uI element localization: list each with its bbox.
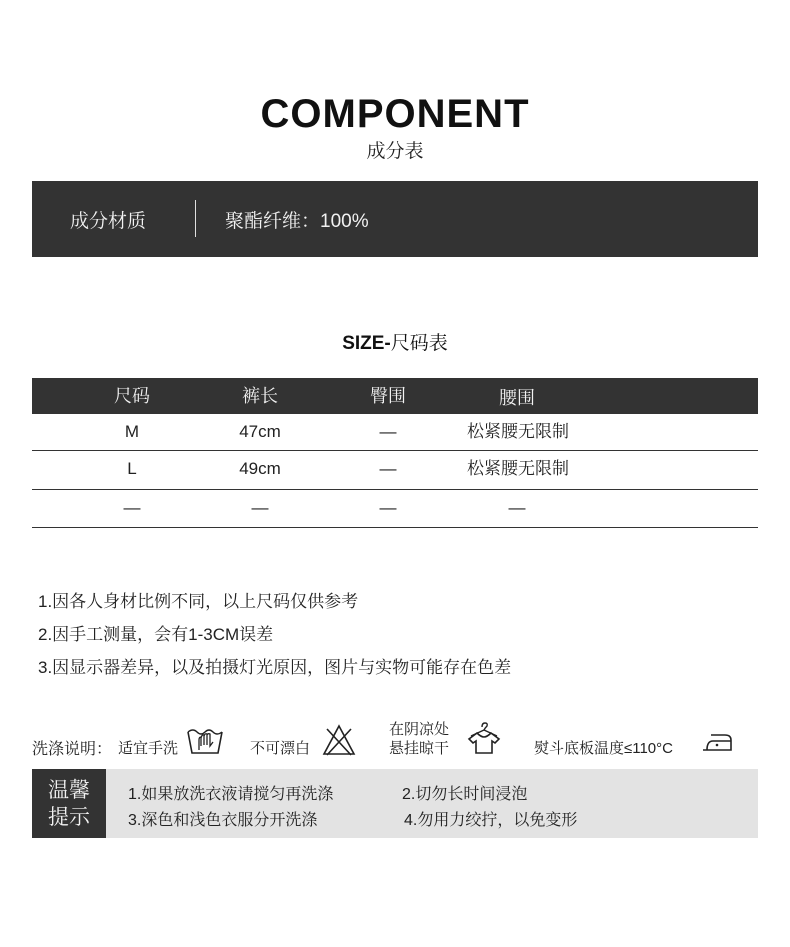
header-length: 裤长 — [242, 386, 278, 406]
composition-divider — [195, 200, 196, 237]
care-instructions — [0, 718, 790, 768]
table-row — [32, 414, 758, 451]
no-bleach-icon — [321, 723, 357, 762]
cell-length: 49cm — [239, 459, 281, 478]
size-section-title — [0, 328, 790, 355]
shade-dry-icon — [465, 720, 503, 761]
tips-label-line2: 提示 — [48, 805, 90, 829]
cell-waist: 松紧腰无限制 — [467, 459, 569, 478]
page-subtitle: 成分表 — [366, 141, 424, 162]
tips-box — [32, 769, 758, 838]
header-waist: 腰围 — [499, 388, 535, 408]
note-item: 3.因显示器差异，以及拍摄灯光原因，图片与实物可能存在色差 — [38, 658, 512, 677]
care-handwash-label: 适宜手洗 — [118, 740, 179, 757]
header-size: 尺码 — [114, 386, 150, 406]
note-item: 2.因手工测量，会有1-3CM误差 — [38, 625, 274, 644]
cell-size: — — [123, 498, 141, 517]
care-iron-label: 熨斗底板温度≤110°C — [534, 740, 673, 757]
iron-icon — [701, 731, 733, 758]
size-title-rest: 尺码表 — [390, 333, 448, 354]
header-hip: 臀围 — [370, 386, 406, 406]
size-table — [32, 378, 758, 528]
tip-item: 4.勿用力绞拧，以免变形 — [404, 812, 578, 829]
care-shade-dry-label-1: 在阴凉处 — [389, 721, 450, 738]
care-label: 洗涤说明： — [32, 741, 113, 758]
tip-item: 2.切勿长时间浸泡 — [402, 786, 528, 803]
tip-item: 1.如果放洗衣液请搅匀再洗涤 — [128, 786, 334, 803]
cell-waist: 松紧腰无限制 — [467, 422, 569, 441]
table-row — [32, 451, 758, 490]
hand-wash-icon — [185, 722, 225, 761]
care-no-bleach-label: 不可漂白 — [250, 740, 311, 757]
size-title-bold: SIZE- — [342, 333, 391, 354]
table-row — [32, 490, 758, 528]
cell-length: 47cm — [239, 422, 281, 441]
page-title: COMPONENT — [260, 92, 530, 136]
cell-hip: — — [379, 422, 397, 441]
composition-value: 聚酯纤维：100% — [225, 211, 369, 232]
cell-hip: — — [379, 498, 397, 517]
cell-size: M — [124, 422, 140, 441]
tips-label — [32, 769, 106, 838]
tip-item: 3.深色和浅色衣服分开洗涤 — [128, 812, 318, 829]
cell-hip: — — [379, 459, 397, 478]
composition-label: 成分材质 — [70, 211, 147, 232]
notes-list — [38, 590, 511, 689]
cell-size: L — [127, 459, 137, 478]
cell-length: — — [251, 498, 269, 517]
composition-bar — [32, 181, 758, 257]
care-shade-dry-label-2: 悬挂晾干 — [389, 740, 450, 757]
tips-label-line1: 温馨 — [48, 778, 90, 802]
cell-waist: — — [508, 498, 526, 517]
note-item: 1.因各人身材比例不同，以上尺码仅供参考 — [38, 592, 359, 611]
size-table-header — [32, 378, 758, 414]
